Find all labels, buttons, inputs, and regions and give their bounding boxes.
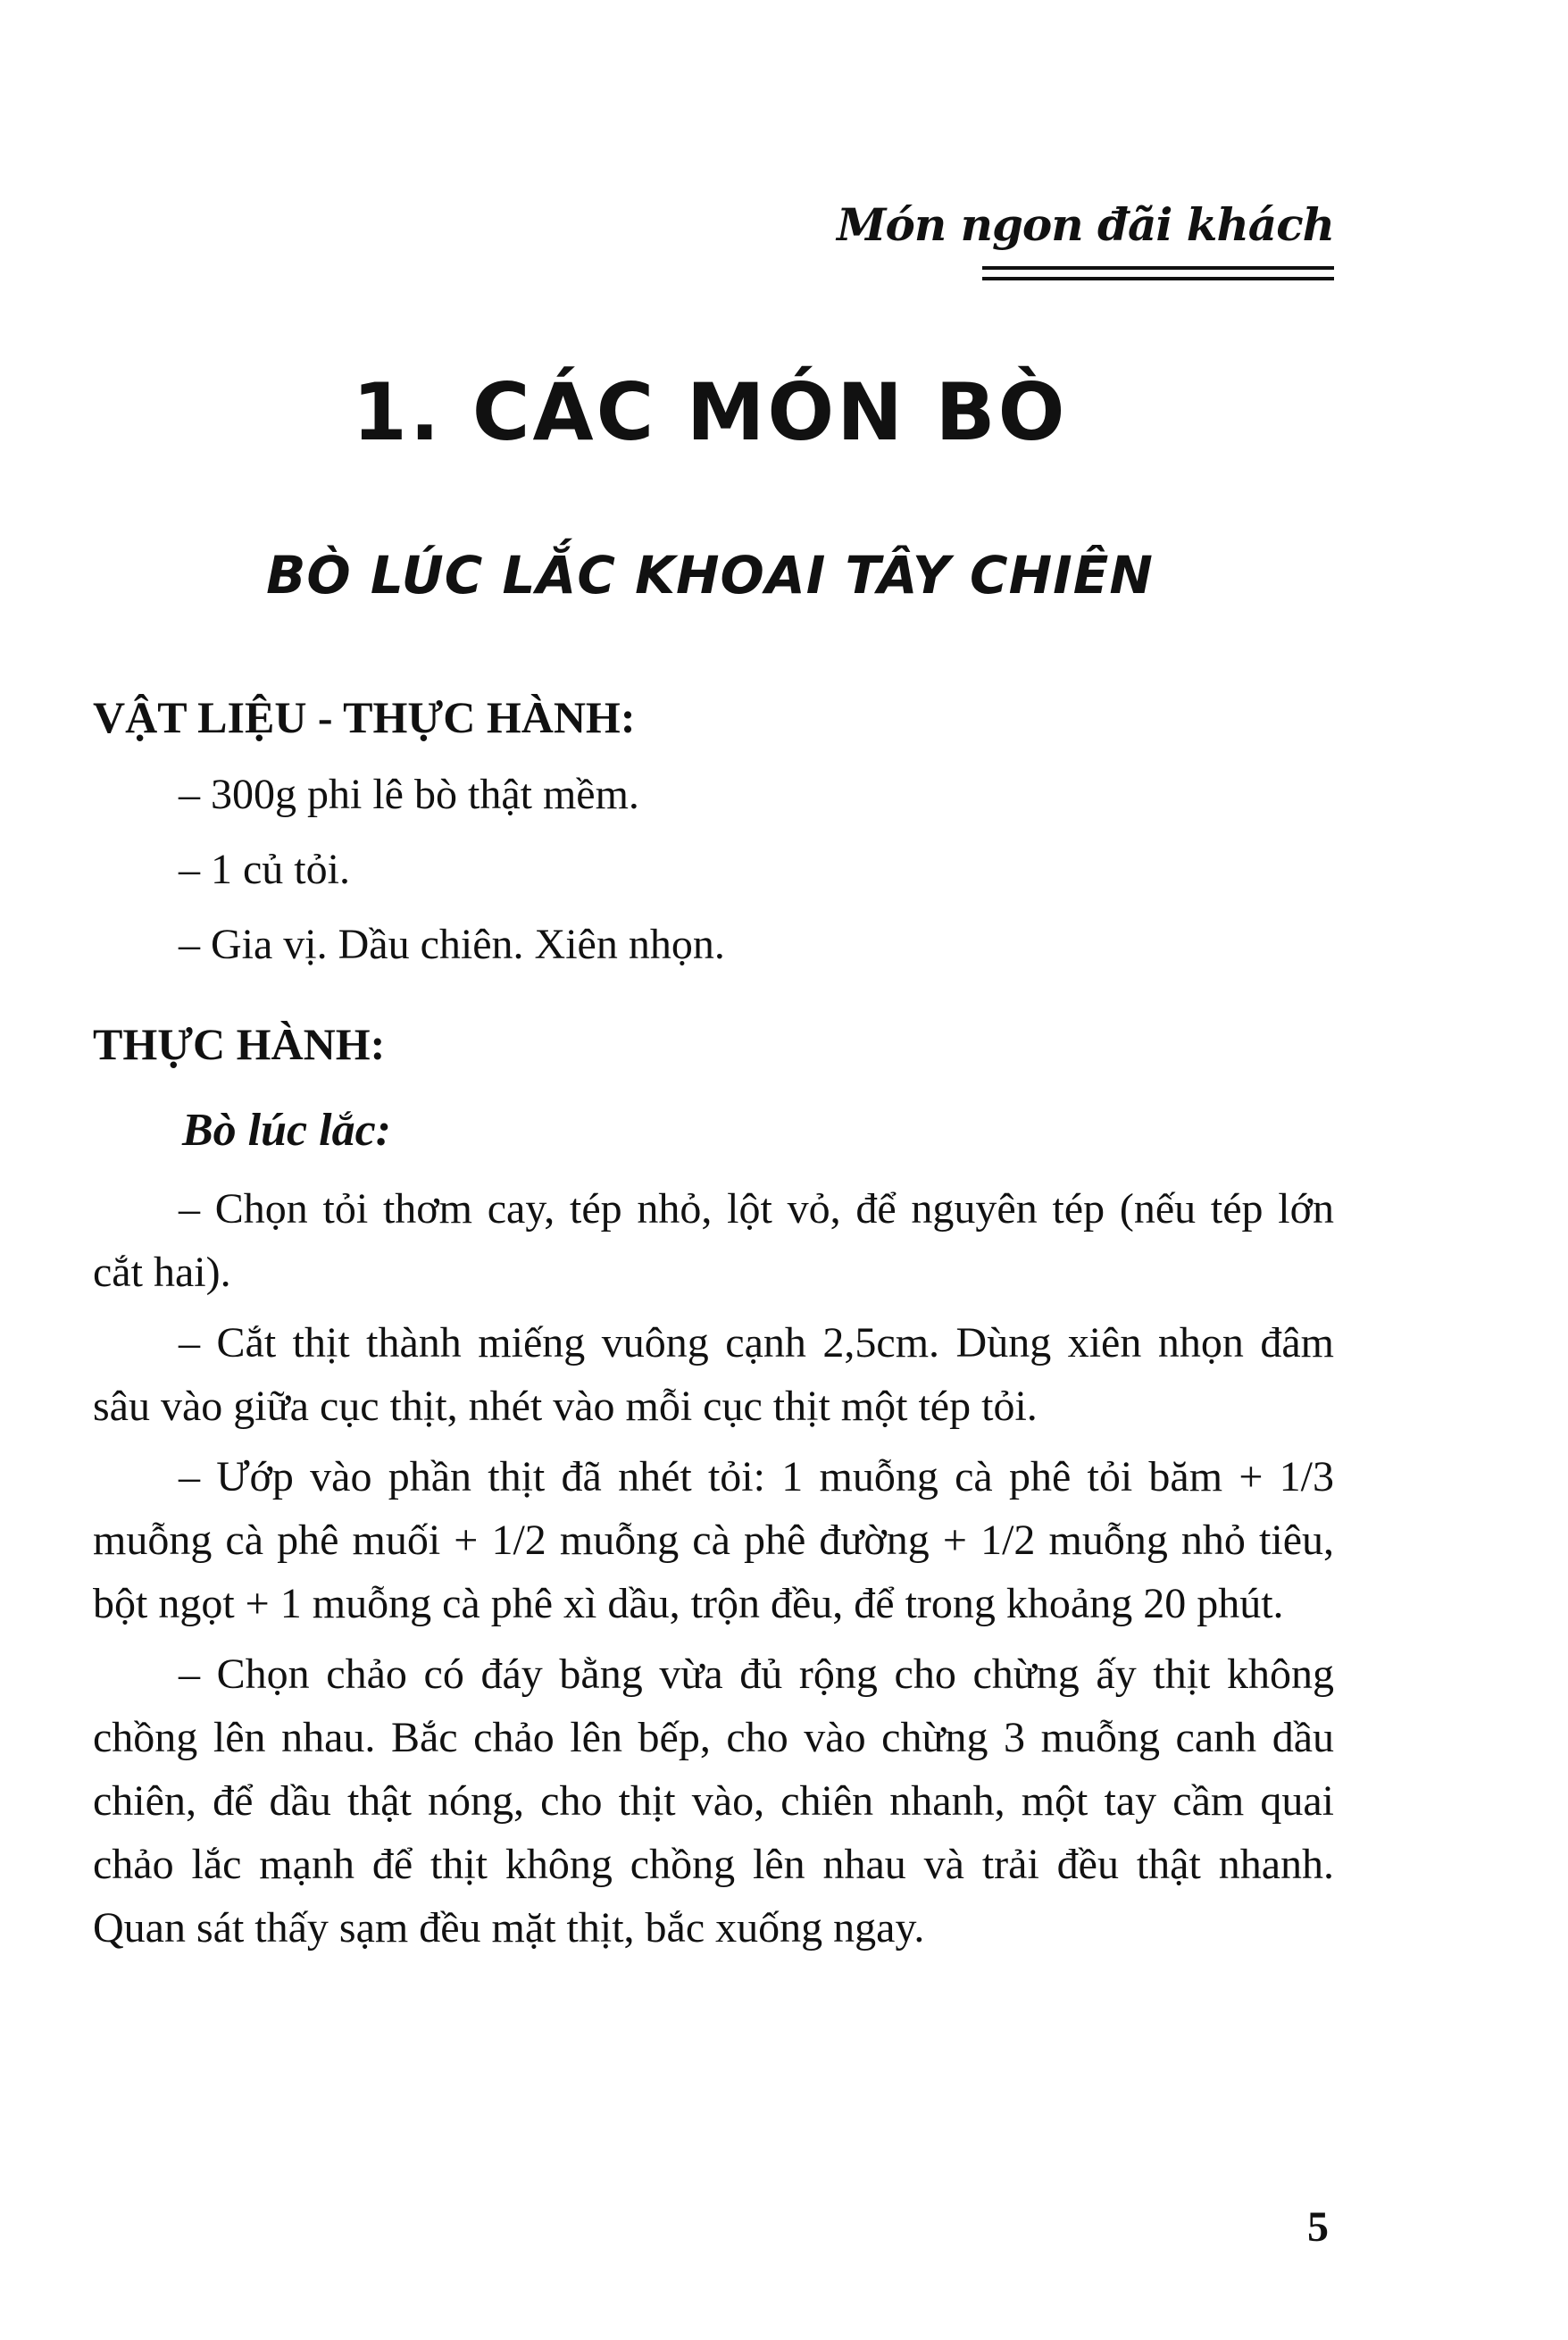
ingredient-item: – 1 củ tỏi. xyxy=(179,846,350,893)
paragraph: – Ướp vào phần thịt đã nhét tỏi: 1 muỗng cà phê tỏi băm + 1/3 muỗng cà phê muối + 1/2 muỗng cà phê đường + 1/2 muỗng nhỏ tiêu, bột ngọt + 1 muỗng cà phê xì dầu, trộn đều, để trong khoảng 20 phút. xyxy=(93,1453,1334,1627)
sub-heading: Bò lúc lắc: xyxy=(182,1105,391,1156)
paragraph: – Chọn chảo có đáy bằng vừa đủ rộng cho chừng ấy thịt không chồng lên nhau. Bắc chảo lên bếp, cho vào chừng 3 muỗng canh dầu chiên, để dầu thật nóng, cho thịt vào, chiên nhanh, một tay cầm quai chảo lắc mạnh để thịt không chồng lên nhau và trải đều thật nhanh. Quan sát thấy sạm đều mặt thịt, bắc xuống ngay. xyxy=(93,1651,1334,1951)
ingredient-item: – 300g phi lê bò thật mềm. xyxy=(179,771,639,818)
materials-heading: VẬT LIỆU - THỰC HÀNH: xyxy=(93,692,636,742)
ingredient-item: – Gia vị. Dầu chiên. Xiên nhọn. xyxy=(179,921,725,968)
practice-heading: THỰC HÀNH: xyxy=(93,1019,386,1069)
paragraph: – Chọn tỏi thơm cay, tép nhỏ, lột vỏ, để nguyên tép (nếu tép lớn cắt hai). xyxy=(93,1185,1334,1296)
header-rule-top xyxy=(982,266,1334,270)
paragraph: – Cắt thịt thành miếng vuông cạnh 2,5cm. Dùng xiên nhọn đâm sâu vào giữa cục thịt, nhét vào mỗi cục thịt một tép tỏi. xyxy=(93,1319,1334,1430)
page-number: 5 xyxy=(1307,2203,1329,2251)
recipe-title: BÒ LÚC LẮC KHOAI TÂY CHIÊN xyxy=(266,545,1154,606)
running-header: Món ngon đãi khách xyxy=(837,198,1334,251)
chapter-title: 1. CÁC MÓN BÒ xyxy=(352,366,1068,458)
body-text xyxy=(93,1177,1334,1967)
ingredient-list xyxy=(179,768,725,993)
header-rule-bottom xyxy=(982,277,1334,280)
